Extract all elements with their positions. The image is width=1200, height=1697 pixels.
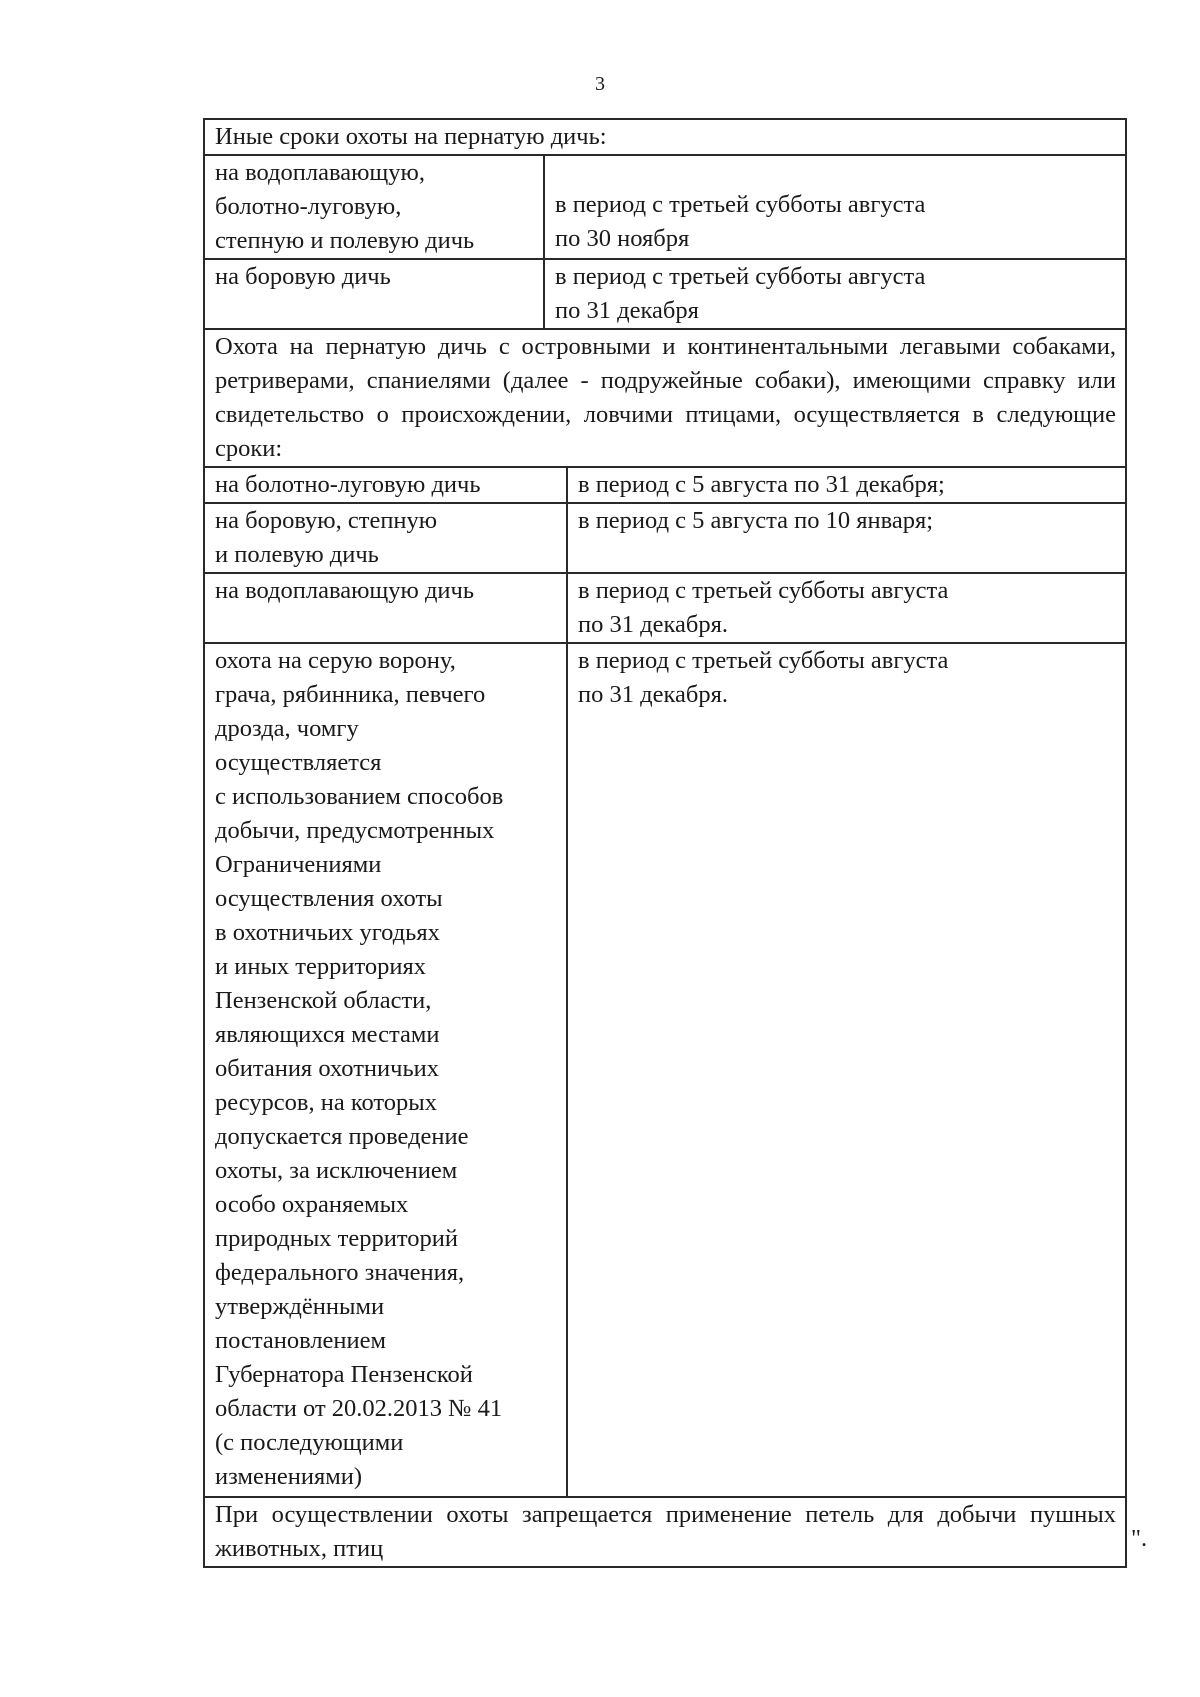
closing-quote: ". <box>1131 1525 1148 1552</box>
table-row <box>204 329 1126 467</box>
cell-waterfowl-game: на водоплавающую дичь <box>204 573 567 643</box>
cell-marsh-period: в период с 5 августа по 31 декабря; <box>567 467 1126 503</box>
table-row <box>204 643 1126 1497</box>
table-row <box>204 1497 1126 1567</box>
cell-forest-steppe-period: в период с 5 августа по 10 января; <box>567 503 1126 573</box>
cell-snare-prohibition: При осуществлении охоты запрещается применение петель для добычи пушных животных, птиц <box>204 1497 1126 1567</box>
cell-waterfowl-period: в период с третьей субботы августа по 30 ноября <box>544 155 1126 259</box>
table-row <box>204 467 1126 503</box>
cell-forest-game: на боровую дичь <box>204 259 544 329</box>
table-row <box>204 155 1126 259</box>
cell-waterfowl-game-period: в период с третьей субботы августа по 31 декабря. <box>567 573 1126 643</box>
table-row <box>204 573 1126 643</box>
cell-crow-hunting-period: в период с третьей субботы августа по 31 декабря. <box>567 643 1126 1497</box>
cell-forest-period: в период с третьей субботы августа по 31 декабря <box>544 259 1126 329</box>
table-row <box>204 503 1126 573</box>
table-row <box>204 259 1126 329</box>
cell-forest-steppe-game: на боровую, степную и полевую дичь <box>204 503 567 573</box>
cell-waterfowl-marsh-steppe-game: на водоплавающую, болотно-луговую, степную и полевую дичь <box>204 155 544 259</box>
cell-marsh-game: на болотно-луговую дичь <box>204 467 567 503</box>
cell-crow-hunting: охота на серую ворону, грача, рябинника, певчего дрозда, чомгу осуществляется с использованием способов добычи, предусмотренных Ограничениями осуществления охоты в охотничьих угодьях и иных территориях Пензенской области, являющихся местами обитания охотничьих ресурсов, на которых допускается проведение охоты, за исключением особо охраняемых природных территорий федерального значения, утверждёнными постановлением Губернатора Пензенской области от 20.02.2013 № 41 (с последующими изменениями) <box>204 643 567 1497</box>
hunting-periods-table <box>203 118 1127 1568</box>
section-heading-dogs-birds: Охота на пернатую дичь с островными и континентальными легавыми собаками, ретриверами, спаниелями (далее - подружейные собаки), имеющими справку или свидетельство о происхождении, ловчими птицами, осуществляется в следующие сроки: <box>204 329 1126 467</box>
table-row <box>204 119 1126 155</box>
page-number: 3 <box>595 73 605 95</box>
section-heading-other-periods: Иные сроки охоты на пернатую дичь: <box>204 119 1126 155</box>
